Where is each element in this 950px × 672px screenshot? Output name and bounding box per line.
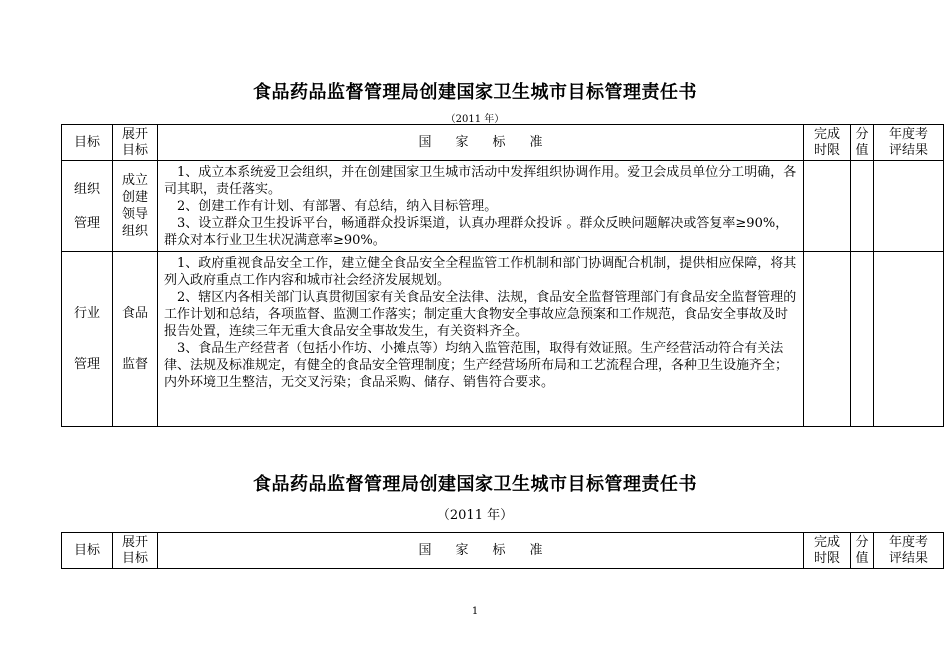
header-evaluation: 年度考 评结果 [874, 533, 944, 569]
table-header-row [62, 125, 944, 161]
header-sub-target: 展开 目标 [113, 533, 158, 569]
header-score: 分 值 [851, 125, 874, 161]
standard-item: 1、政府重视食品安全工作，建立健全食品安全全程监管工作机制和部门协调配合机制，提供相应保障，将其列入政府重点工作内容和城市社会经济发展规划。 [164, 256, 797, 288]
row-standard-text [158, 161, 804, 252]
row-sub-target: 成立 创建 领导 组织 [113, 161, 158, 252]
standard-item: 3、食品生产经营者（包括小作坊、小摊点等）均纳入监管范围，取得有效证照。生产经营活动符合有关法律、法规及标准规定，有健全的食品安全管理制度；生产经营场所布局和工艺流程合理，各种卫生设施齐全；内外环境卫生整洁，无交叉污染；食品采购、储存、销售符合要求。 [164, 341, 789, 390]
header-sub-target: 展开 目标 [113, 125, 158, 161]
row-sub-target: 食品 监督 [113, 252, 158, 427]
standard-item: 2、辖区内各相关部门认真贯彻国家有关食品安全法律、法规，食品安全监督管理部门有食品安全监督管理的工作计划和总结，各项监督、监测工作落实；制定重大食物安全事故应急预案和工作规范，食品安全事故及时报告处置，连续三年无重大食品安全事故发生，有关资料齐全。 [164, 290, 797, 339]
standard-item: 3、设立群众卫生投诉平台，畅通群众投诉渠道，认真办理群众投诉 。群众反映问题解决或答复率≥90%，群众对本行业卫生状况满意率≥90%。 [164, 216, 789, 248]
table-header-row [62, 533, 944, 569]
document-year-repeat: （2011 年） [436, 508, 514, 523]
row-target: 行业 管理 [62, 252, 113, 427]
row-evaluation [874, 161, 944, 252]
row-deadline [804, 252, 851, 427]
header-evaluation: 年度考 评结果 [874, 125, 944, 161]
document-year: （2011 年） [445, 114, 505, 125]
row-deadline [804, 161, 851, 252]
responsibility-table [61, 124, 944, 427]
standard-item: 1、成立本系统爱卫会组织，并在创建国家卫生城市活动中发挥组织协调作用。爱卫会成员单位分工明确，各司其职，责任落实。 [164, 165, 797, 197]
table-row [62, 252, 944, 427]
row-score [851, 252, 874, 427]
header-national-standard: 国家标准 [158, 125, 804, 161]
header-national-standard: 国家标准 [158, 533, 804, 569]
header-target: 目标 [62, 125, 113, 161]
row-standard-text [158, 252, 804, 427]
header-deadline: 完成 时限 [804, 125, 851, 161]
header-target: 目标 [62, 533, 113, 569]
header-deadline: 完成 时限 [804, 533, 851, 569]
document-title-repeat: 食品药品监督管理局创建国家卫生城市目标管理责任书 [253, 474, 697, 495]
standard-item: 2、创建工作有计划、有部署、有总结，纳入目标管理。 [177, 199, 498, 214]
document-title: 食品药品监督管理局创建国家卫生城市目标管理责任书 [253, 82, 697, 103]
page-number: 1 [471, 606, 479, 617]
row-target: 组织 管理 [62, 161, 113, 252]
header-score: 分 值 [851, 533, 874, 569]
row-score [851, 161, 874, 252]
table-row [62, 161, 944, 252]
row-evaluation [874, 252, 944, 427]
responsibility-table-repeat [61, 532, 944, 569]
